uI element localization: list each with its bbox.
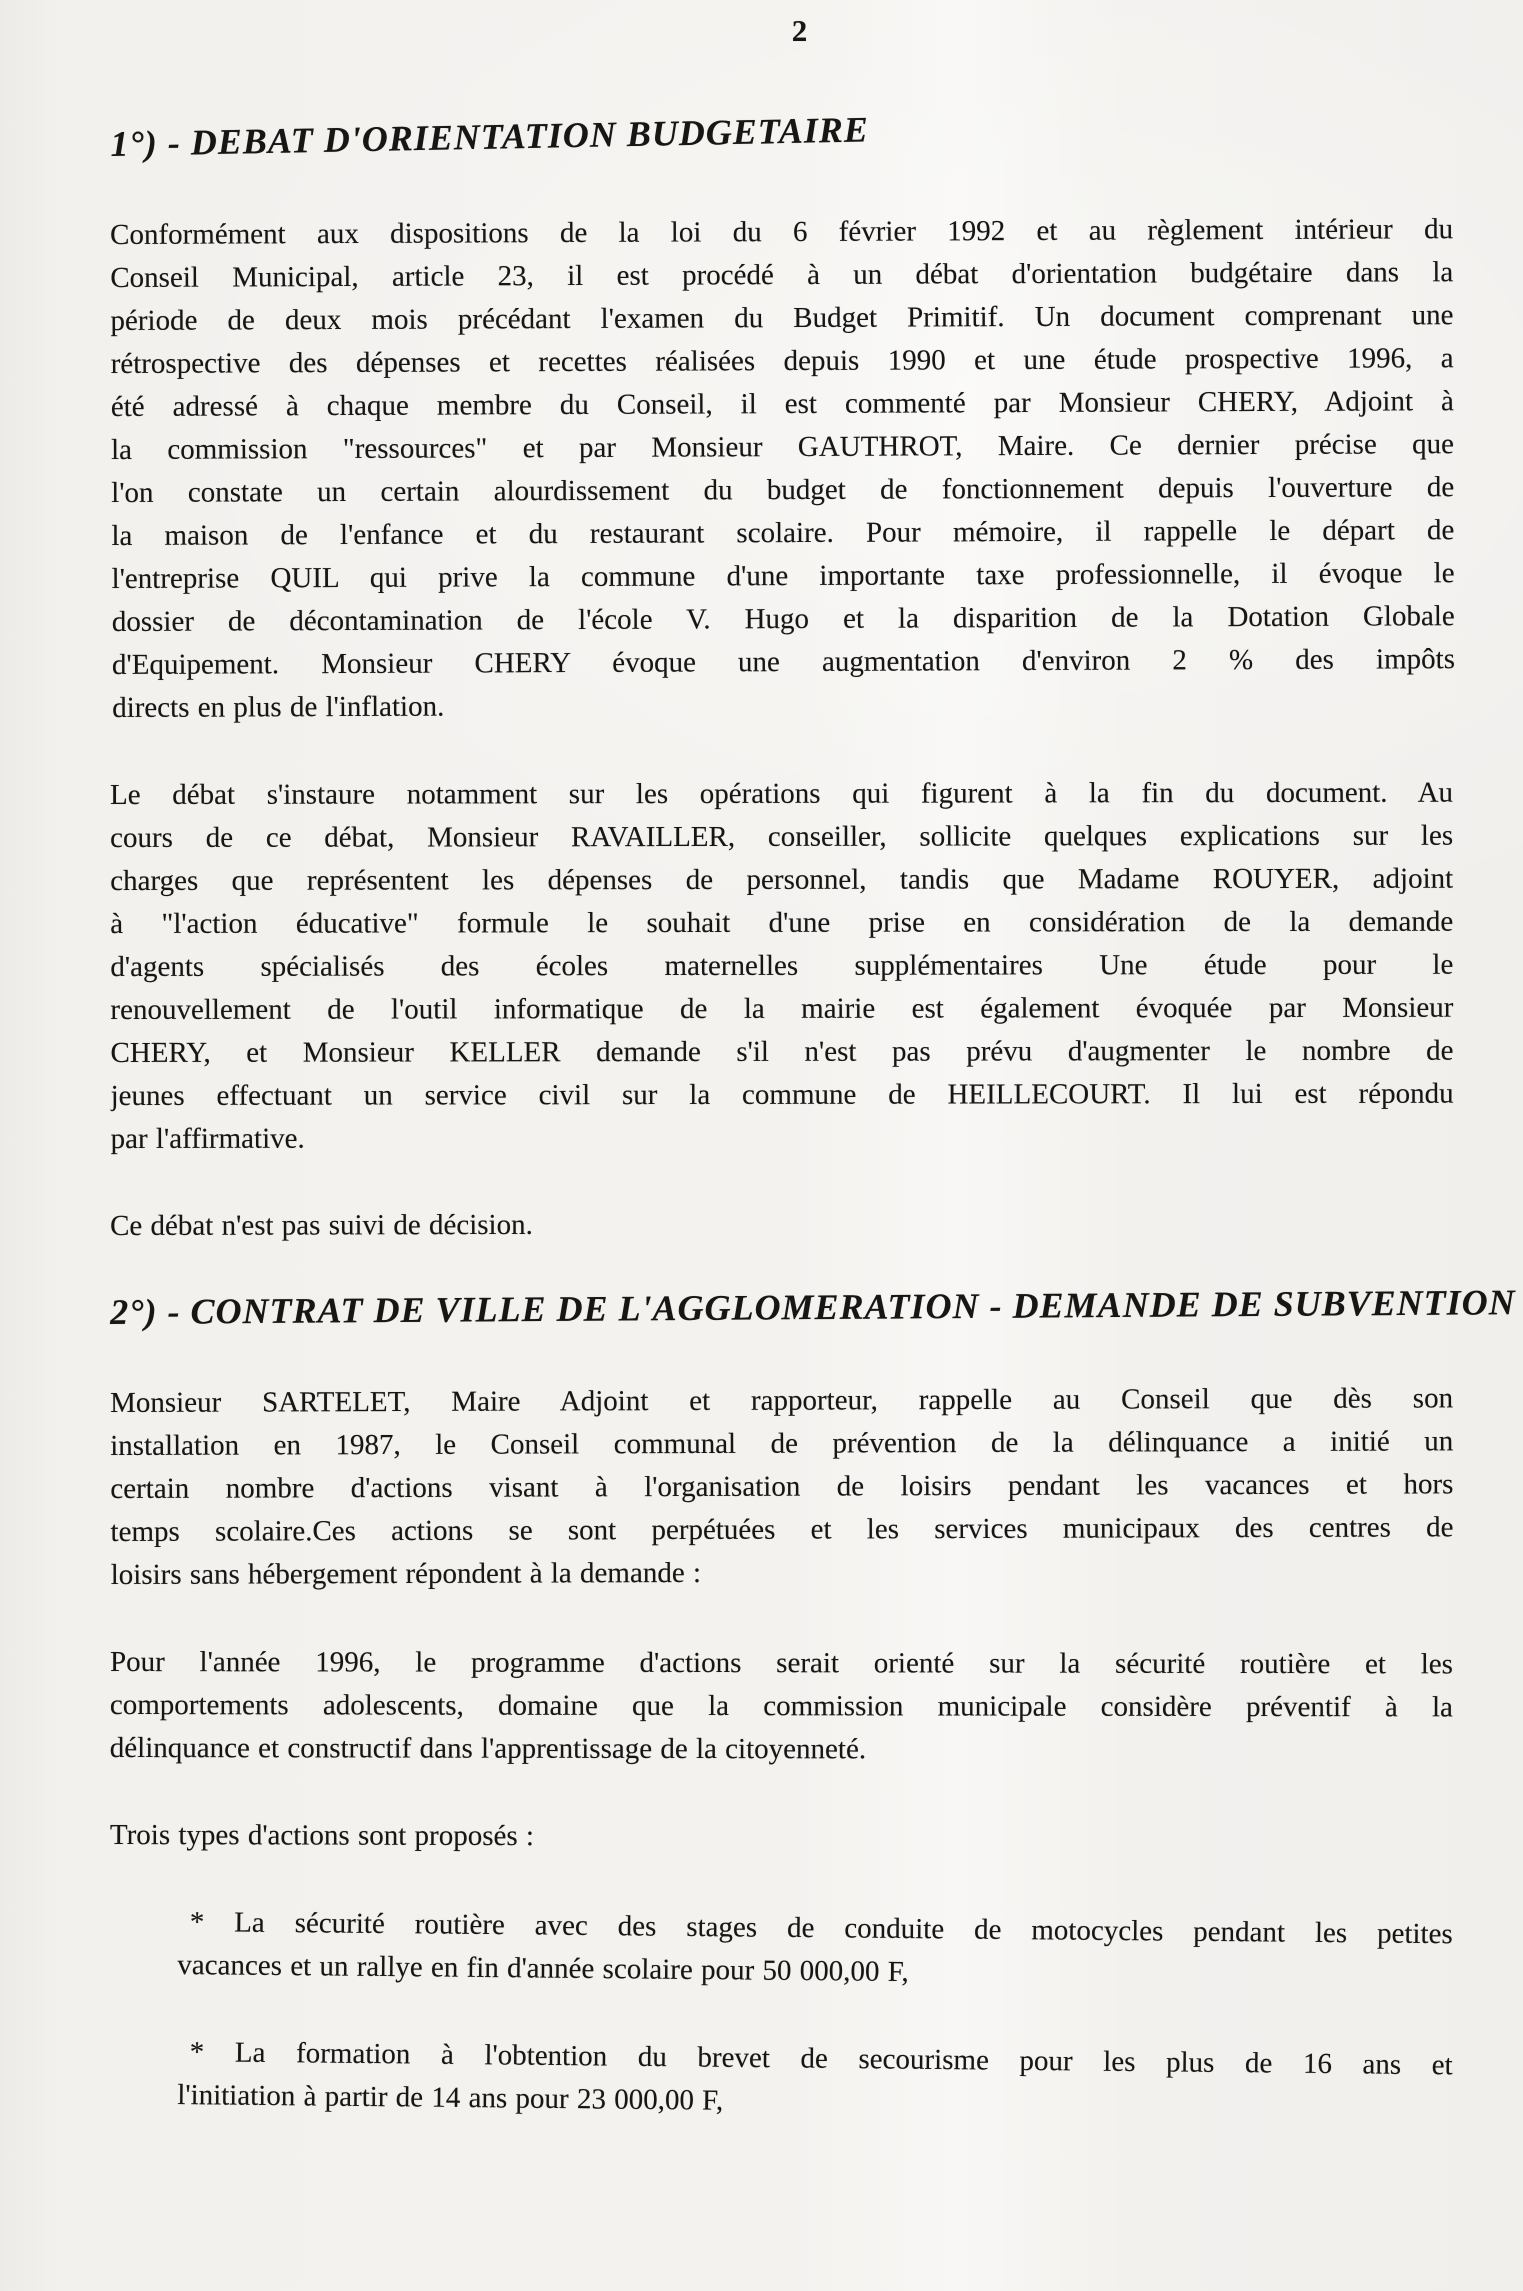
text-line: installation en 1987, le Conseil communal de prévention de la délinquance a initié un — [110, 1425, 1454, 1462]
text-line: directs en plus de l'inflation. — [112, 690, 445, 724]
paragraph — [110, 1814, 1453, 1861]
text-line: d'Equipement. Monsieur CHERY évoque une augmentation d'environ 2 % des impôts — [111, 643, 1456, 681]
text-line: par l'affirmative. — [110, 1122, 305, 1155]
text-line: l'initiation à partir de 14 ans pour 23 000,00 F, — [177, 2078, 724, 2117]
text-line: loisirs sans hébergement répondent à la demande : — [110, 1556, 702, 1591]
text-line: Pour l'année 1996, le programme d'actions serait orienté sur la sécurité routière et les — [109, 1646, 1453, 1681]
page-number: 2 — [791, 13, 808, 48]
text-line: charges que représentent les dépenses de personnel, tandis que Madame ROUYER, adjoint — [110, 862, 1454, 897]
paragraph — [110, 208, 1455, 730]
section-heading: 2°) - CONTRAT DE VILLE DE L'AGGLOMERATION - DEMANDE DE SUBVENTION — [110, 1282, 1516, 1332]
paragraph — [110, 772, 1454, 1161]
text-line: Monsieur SARTELET, Maire Adjoint et rapporteur, rappelle au Conseil que dès son — [110, 1382, 1454, 1419]
text-line: la maison de l'enfance et du restaurant scolaire. Pour mémoire, il rappelle le départ de — [111, 514, 1455, 552]
text-line: la commission "ressources" et par Monsieur GAUTHROT, Maire. Ce dernier précise que — [110, 428, 1455, 466]
text-line: Conformément aux dispositions de la loi du 6 février 1992 et au règlement intérieur du — [110, 213, 1454, 251]
text-line: Conseil Municipal, article 23, il est procédé à un débat d'orientation budgétaire dans la — [110, 256, 1454, 294]
text-line: rétrospective des dépenses et recettes réalisées depuis 1990 et une étude prospective 1996, a — [110, 342, 1454, 380]
section-heading: 1°) - DEBAT D'ORIENTATION BUDGETAIRE — [110, 109, 870, 164]
text-line: cours de ce débat, Monsieur RAVAILLER, conseiller, sollicite quelques explications sur les — [110, 819, 1454, 854]
text-line: Trois types d'actions sont proposés : — [109, 1819, 535, 1853]
text-line: été adressé à chaque membre du Conseil, il est commenté par Monsieur CHERY, Adjoint à — [110, 385, 1454, 423]
text-line: CHERY, et Monsieur KELLER demande s'il n'est pas prévu d'augmenter le nombre de — [110, 1034, 1454, 1069]
text-line: certain nombre d'actions visant à l'organisation de loisirs pendant les vacances et hors — [110, 1468, 1454, 1505]
text-line: jeunes effectuant un service civil sur la commune de HEILLECOURT. Il lui est répondu — [110, 1077, 1454, 1112]
paragraph — [110, 1201, 1453, 1248]
paragraph — [110, 1641, 1453, 1772]
bullet-item — [177, 1901, 1453, 1999]
text-line: Le débat s'instaure notamment sur les opérations qui figurent à la fin du document. Au — [110, 776, 1454, 811]
text-line: * La formation à l'obtention du brevet de secourisme pour les plus de 16 ans et — [189, 2036, 1453, 2082]
text-line: l'entreprise QUIL qui prive la commune d'une importante taxe professionnelle, il évoque le — [111, 557, 1455, 595]
text-line: renouvellement de l'outil informatique de la mairie est également évoquée par Monsieur — [110, 991, 1454, 1026]
paragraph — [110, 1377, 1454, 1597]
text-line: période de deux mois précédant l'examen du Budget Primitif. Un document comprenant une — [110, 299, 1454, 337]
text-line: délinquance et constructif dans l'apprentissage de la citoyenneté. — [109, 1731, 867, 1766]
text-line: dossier de décontamination de l'école V. Hugo et la disparition de la Dotation Globale — [111, 600, 1455, 638]
bullet-item — [177, 2031, 1453, 2130]
text-line: à "l'action éducative" formule le souhait d'une prise en considération de la demande — [110, 905, 1454, 940]
text-line: d'agents spécialisés des écoles maternelles supplémentaires Une étude pour le — [110, 948, 1454, 983]
text-line: vacances et un rallye en fin d'année scolaire pour 50 000,00 F, — [177, 1948, 909, 1989]
text-line: comportements adolescents, domaine que la commission municipale considère préventif à la — [109, 1688, 1453, 1724]
text-line: * La sécurité routière avec des stages de conduite de motocycles pendant les petites — [189, 1906, 1453, 1951]
text-line: temps scolaire.Ces actions se sont perpétuées et les services municipaux des centres de — [110, 1511, 1454, 1548]
document-content — [109, 109, 1516, 2117]
text-line: l'on constate un certain alourdissement du budget de fonctionnement depuis l'ouverture de — [111, 471, 1455, 509]
text-line: Ce débat n'est pas suivi de décision. — [110, 1208, 533, 1242]
